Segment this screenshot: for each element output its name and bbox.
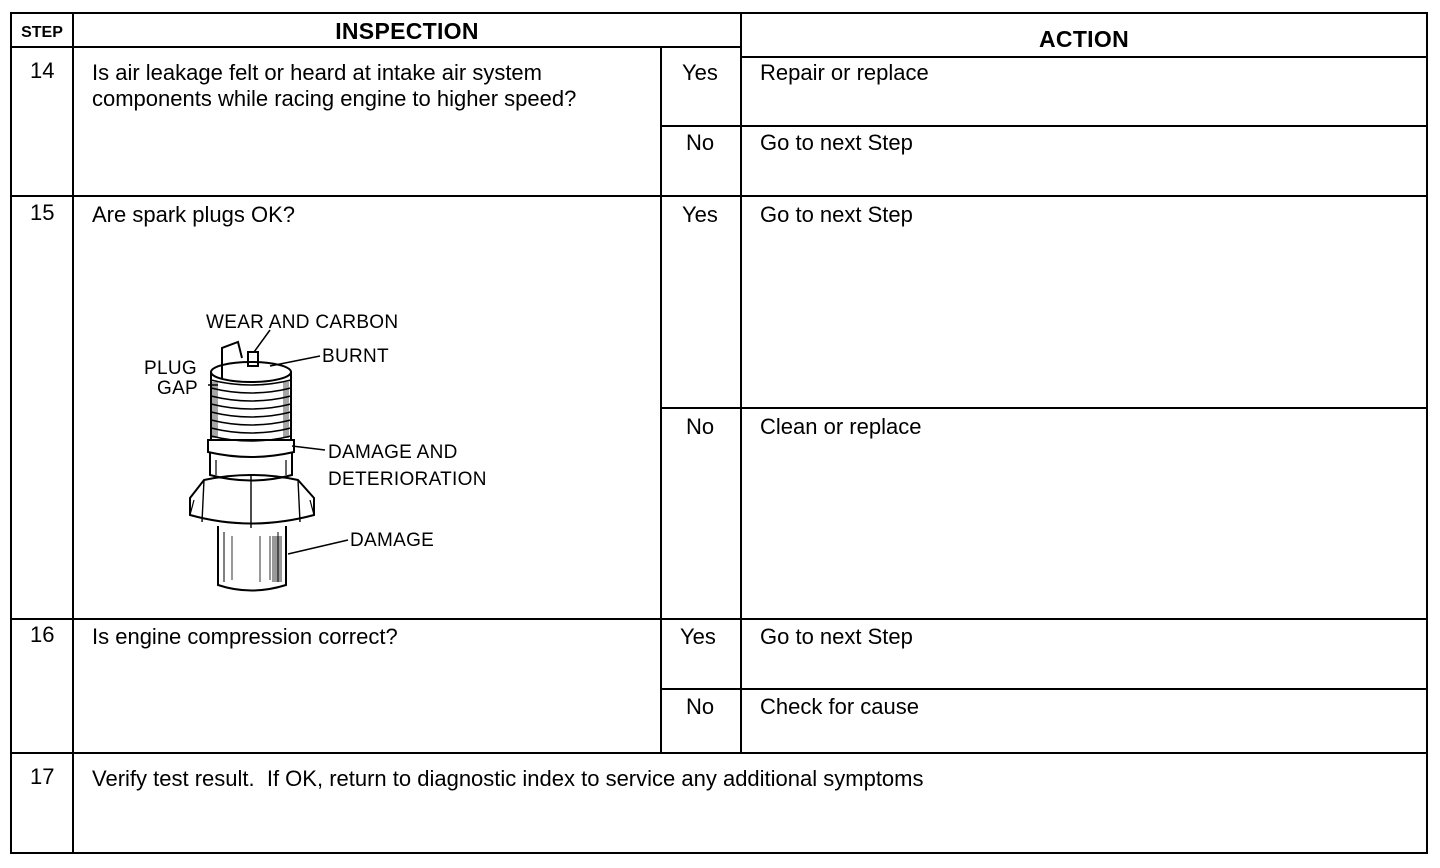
row16-inspection: Is engine compression correct? bbox=[92, 624, 398, 649]
row15-no-action: Clean or replace bbox=[760, 414, 922, 439]
row15-yes-label: Yes bbox=[682, 202, 718, 227]
row15-bottom-rule bbox=[10, 618, 1428, 620]
header-bottom-rule-right bbox=[742, 56, 1428, 58]
row14-inspection-line1: Is air leakage felt or heard at intake air system bbox=[92, 60, 542, 85]
row14-yes-label: Yes bbox=[682, 60, 718, 85]
label-wear-and-carbon: WEAR AND CARBON bbox=[206, 312, 399, 333]
row16-step: 16 bbox=[30, 622, 55, 647]
row15-inspection: Are spark plugs OK? bbox=[92, 202, 295, 227]
row15-yes-no-divider bbox=[662, 407, 1428, 409]
row14-yes-no-divider bbox=[662, 125, 1428, 127]
row16-bottom-rule bbox=[10, 752, 1428, 754]
table-bottom-border bbox=[10, 852, 1428, 854]
row15-no-label: No bbox=[686, 414, 715, 439]
row14-no-action: Go to next Step bbox=[760, 130, 913, 155]
table-left-border bbox=[10, 12, 12, 854]
label-damage-and: DAMAGE AND bbox=[328, 442, 458, 463]
row15-step: 15 bbox=[30, 200, 55, 225]
row16-yes-label: Yes bbox=[680, 624, 716, 649]
table-top-border bbox=[10, 12, 1428, 14]
label-deterioration: DETERIORATION bbox=[328, 469, 487, 490]
label-burnt: BURNT bbox=[322, 346, 389, 367]
label-damage: DAMAGE bbox=[350, 530, 435, 551]
row17-inspection: Verify test result. If OK, return to diagnostic index to service any additional symptoms bbox=[92, 766, 924, 791]
row16-no-action: Check for cause bbox=[760, 694, 919, 719]
header-step: STEP bbox=[21, 24, 63, 41]
row16-yes-action: Go to next Step bbox=[760, 624, 913, 649]
row16-yes-no-divider bbox=[662, 688, 1428, 690]
row16-no-label: No bbox=[686, 694, 715, 719]
row14-step: 14 bbox=[30, 58, 55, 83]
action-column-rule bbox=[740, 12, 742, 754]
header-bottom-rule-left bbox=[10, 46, 742, 48]
row14-bottom-rule bbox=[10, 195, 1428, 197]
yes-no-column-rule bbox=[660, 46, 662, 754]
header-inspection: INSPECTION bbox=[335, 18, 479, 44]
step-column-rule bbox=[72, 12, 74, 854]
label-plug: PLUG bbox=[144, 358, 197, 379]
label-gap: GAP bbox=[157, 378, 199, 399]
row14-yes-action: Repair or replace bbox=[760, 60, 929, 85]
row17-step: 17 bbox=[30, 764, 55, 789]
row15-yes-action: Go to next Step bbox=[760, 202, 913, 227]
row14-no-label: No bbox=[686, 130, 715, 155]
row14-inspection-line2: components while racing engine to higher speed? bbox=[92, 86, 577, 111]
table-right-border bbox=[1426, 12, 1428, 854]
header-action: ACTION bbox=[1039, 26, 1129, 52]
